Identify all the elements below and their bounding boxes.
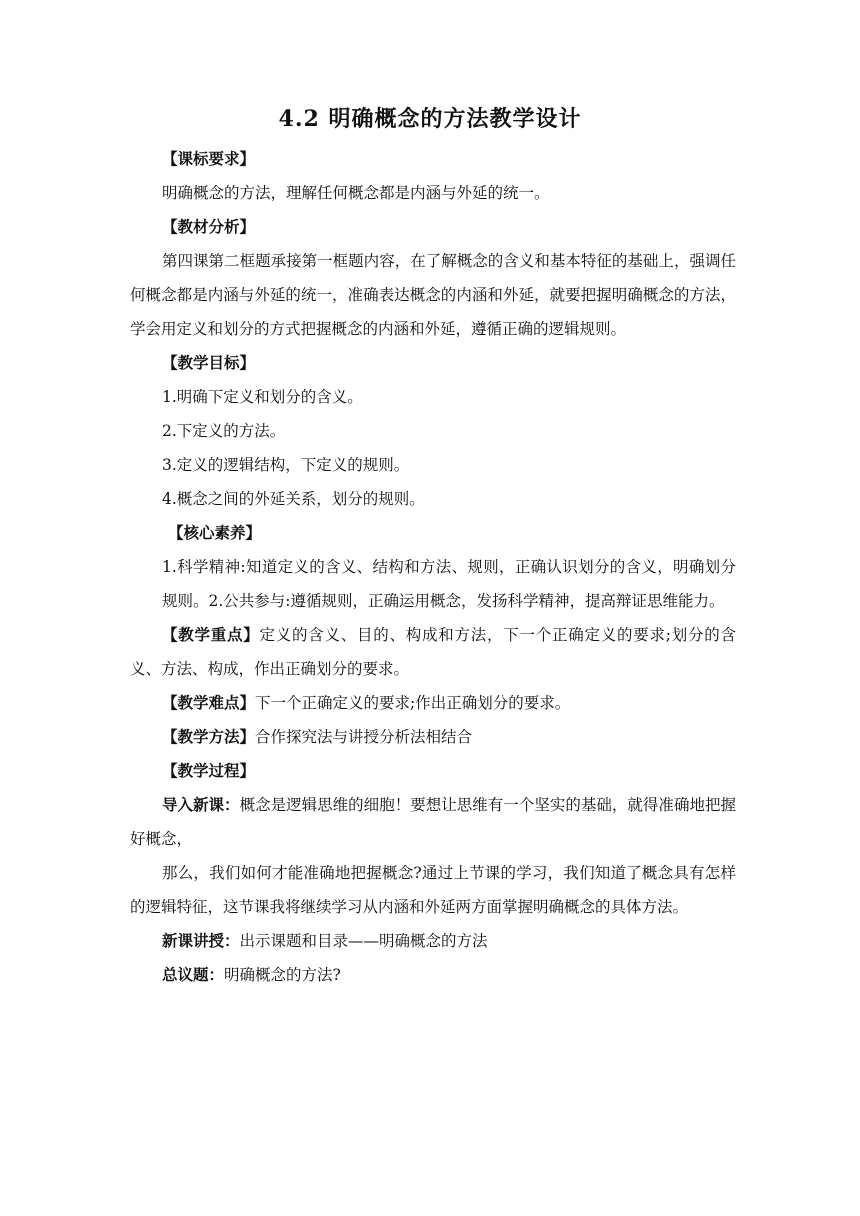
difficulties-paragraph <box>130 686 736 720</box>
objectives-heading: 【教学目标】 <box>162 353 256 372</box>
standard-text: 明确概念的方法，理解任何概念都是内涵与外延的统一。 <box>162 184 550 202</box>
methods-text: 合作探究法与讲授分析法相结合 <box>255 728 473 746</box>
transition-paragraph: 那么，我们如何才能准确地把握概念?通过上节课的学习，我们知道了概念具有怎样的逻辑特征，这节课我将继续学习从内涵和外延两方面掌握明确概念的具体方法。 <box>130 864 736 916</box>
new-lesson-paragraph <box>130 924 736 958</box>
key-points-text: 定义的含义、目的、构成和方法，下一个正确定义的要求;划分的含义、方法、构成，作出正确划分的要求。 <box>130 626 736 678</box>
intro-paragraph <box>130 788 736 856</box>
difficulties-heading: 【教学难点】 <box>162 693 256 712</box>
objective-item: 1.明确下定义和划分的含义。 <box>162 388 363 406</box>
document-title: 4.2 明确概念的方法教学设计 <box>278 106 582 132</box>
analysis-text: 第四课第二框题承接第一框题内容，在了解概念的含义和基本特征的基础上，强调任何概念都是内涵与外延的统一，准确表达概念的内涵和外延，就要把握明确概念的方法，学会用定义和划分的方式把握概念的内涵和外延，遵循正确的逻辑规则。 <box>130 252 736 338</box>
process-heading: 【教学过程】 <box>162 761 256 780</box>
difficulties-text: 下一个正确定义的要求;作出正确划分的要求。 <box>255 694 571 712</box>
intro-text: 概念是逻辑思维的细胞！要想让思维有一个坚实的基础，就得准确地把握好概念， <box>130 796 736 848</box>
objective-item: 2.下定义的方法。 <box>162 422 286 440</box>
objective-item: 3.定义的逻辑结构，下定义的规则。 <box>162 456 410 474</box>
new-lesson-text: 出示课题和目录——明确概念的方法 <box>239 932 488 950</box>
literacy-heading: 【核心素养】 <box>168 523 262 542</box>
topic-text: 明确概念的方法? <box>224 966 341 984</box>
methods-heading: 【教学方法】 <box>162 727 256 746</box>
analysis-heading: 【教材分析】 <box>162 217 256 236</box>
topic-paragraph <box>130 958 736 992</box>
objective-item: 4.概念之间的外延关系，划分的规则。 <box>162 490 425 508</box>
literacy-text: 1.科学精神:知道定义的含义、结构和方法、规则，正确认识划分的含义，明确划分规则。2.公共参与:遵循规则，正确运用概念，发扬科学精神，提高辩证思维能力。 <box>162 558 736 610</box>
document-body <box>130 142 736 992</box>
standard-heading: 【课标要求】 <box>162 149 256 168</box>
new-lesson-label: 新课讲授： <box>162 931 240 950</box>
key-points-heading: 【教学重点】 <box>162 625 260 644</box>
intro-label: 导入新课： <box>162 795 240 814</box>
topic-label: 总议题： <box>162 965 225 984</box>
key-points-paragraph <box>130 618 736 686</box>
methods-paragraph <box>130 720 736 754</box>
